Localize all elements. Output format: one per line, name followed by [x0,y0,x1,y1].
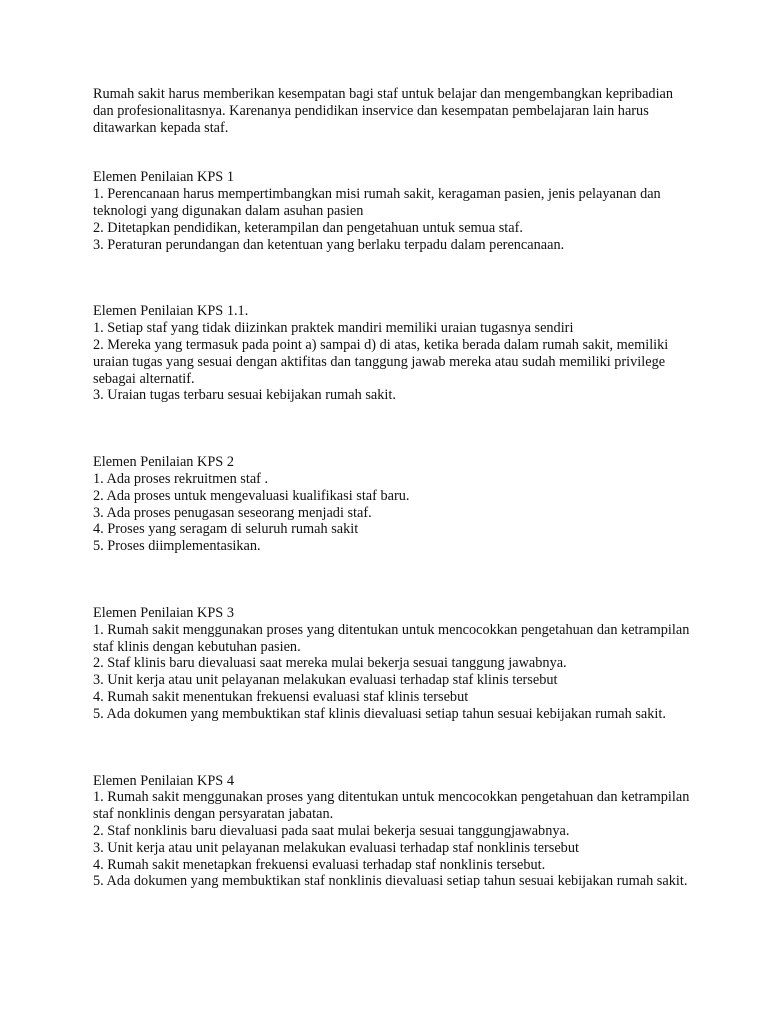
list-item: 4. Rumah sakit menetapkan frekuensi evaluasi terhadap staf nonklinis tersebut. [93,856,546,873]
section-title: Elemen Penilaian KPS 1.1. [93,303,249,320]
intro-paragraph-block [93,86,693,136]
list-item: 1. Perencanaan harus mempertimbangkan misi rumah sakit, keragaman pasien, jenis pelayanan dan teknologi yang digunakan dalam asuhan pasien [93,186,661,219]
item-list [93,186,693,253]
list-item: 3. Unit kerja atau unit pelayanan melakukan evaluasi terhadap staf nonklinis tersebut [93,839,579,856]
list-item: 3. Ada proses penugasan seseorang menjadi staf. [93,504,372,521]
section-kps-1-1 [93,303,693,404]
section-kps-3 [93,605,693,723]
item-list [93,320,693,404]
item-list [93,622,693,723]
section-title: Elemen Penilaian KPS 1 [93,169,234,186]
intro-paragraph: Rumah sakit harus memberikan kesempatan bagi staf untuk belajar dan mengembangkan kepribadian dan profesionalitasnya. Karenanya pendidikan inservice dan kesempatan pembelajaran lain harus ditawarkan kepada staf. [93,86,674,136]
list-item: 3. Uraian tugas terbaru sesuai kebijakan rumah sakit. [93,387,396,404]
list-item: 1. Setiap staf yang tidak diizinkan praktek mandiri memiliki uraian tugasnya sendiri [93,320,574,337]
list-item: 2. Ada proses untuk mengevaluasi kualifikasi staf baru. [93,487,410,504]
list-item: 3. Unit kerja atau unit pelayanan melakukan evaluasi terhadap staf klinis tersebut [93,672,558,689]
list-item: 5. Proses diimplementasikan. [93,538,261,555]
list-item: 5. Ada dokumen yang membuktikan staf nonklinis dievaluasi setiap tahun sesuai kebijakan rumah sakit. [93,873,688,890]
item-list [93,789,693,890]
list-item: 2. Mereka yang termasuk pada point a) sampai d) di atas, ketika berada dalam rumah sakit, memiliki uraian tugas yang sesuai dengan aktifitas dan tanggung jawab mereka atau sudah memiliki privilege sebagai alternatif. [93,336,669,387]
list-item: 4. Rumah sakit menentukan frekuensi evaluasi staf klinis tersebut [93,688,469,705]
list-item: 2. Staf klinis baru dievaluasi saat mereka mulai bekerja sesuai tanggung jawabnya. [93,655,567,672]
section-kps-2 [93,454,693,555]
section-title: Elemen Penilaian KPS 2 [93,454,234,471]
list-item: 2. Ditetapkan pendidikan, keterampilan dan pengetahuan untuk semua staf. [93,219,523,236]
section-title: Elemen Penilaian KPS 4 [93,772,234,789]
section-kps-4 [93,773,693,891]
item-list [93,471,693,555]
list-item: 1. Rumah sakit menggunakan proses yang ditentukan untuk mencocokkan pengetahuan dan ketrampilan staf nonklinis dengan persyaratan jabatan. [93,789,690,823]
list-item: 5. Ada dokumen yang membuktikan staf klinis dievaluasi setiap tahun sesuai kebijakan rumah sakit. [93,705,666,722]
list-item: 1. Ada proses rekruitmen staf . [93,470,269,487]
document-page [93,86,693,890]
list-item: 3. Peraturan perundangan dan ketentuan yang berlaku terpadu dalam perencanaan. [93,236,565,253]
section-kps-1 [93,169,693,253]
section-title: Elemen Penilaian KPS 3 [93,604,234,621]
list-item: 2. Staf nonklinis baru dievaluasi pada saat mulai bekerja sesuai tanggungjawabnya. [93,822,570,839]
list-item: 4. Proses yang seragam di seluruh rumah sakit [93,521,359,538]
list-item: 1. Rumah sakit menggunakan proses yang ditentukan untuk mencocokkan pengetahuan dan ketrampilan staf klinis dengan kebutuhan pasien. [93,621,690,655]
